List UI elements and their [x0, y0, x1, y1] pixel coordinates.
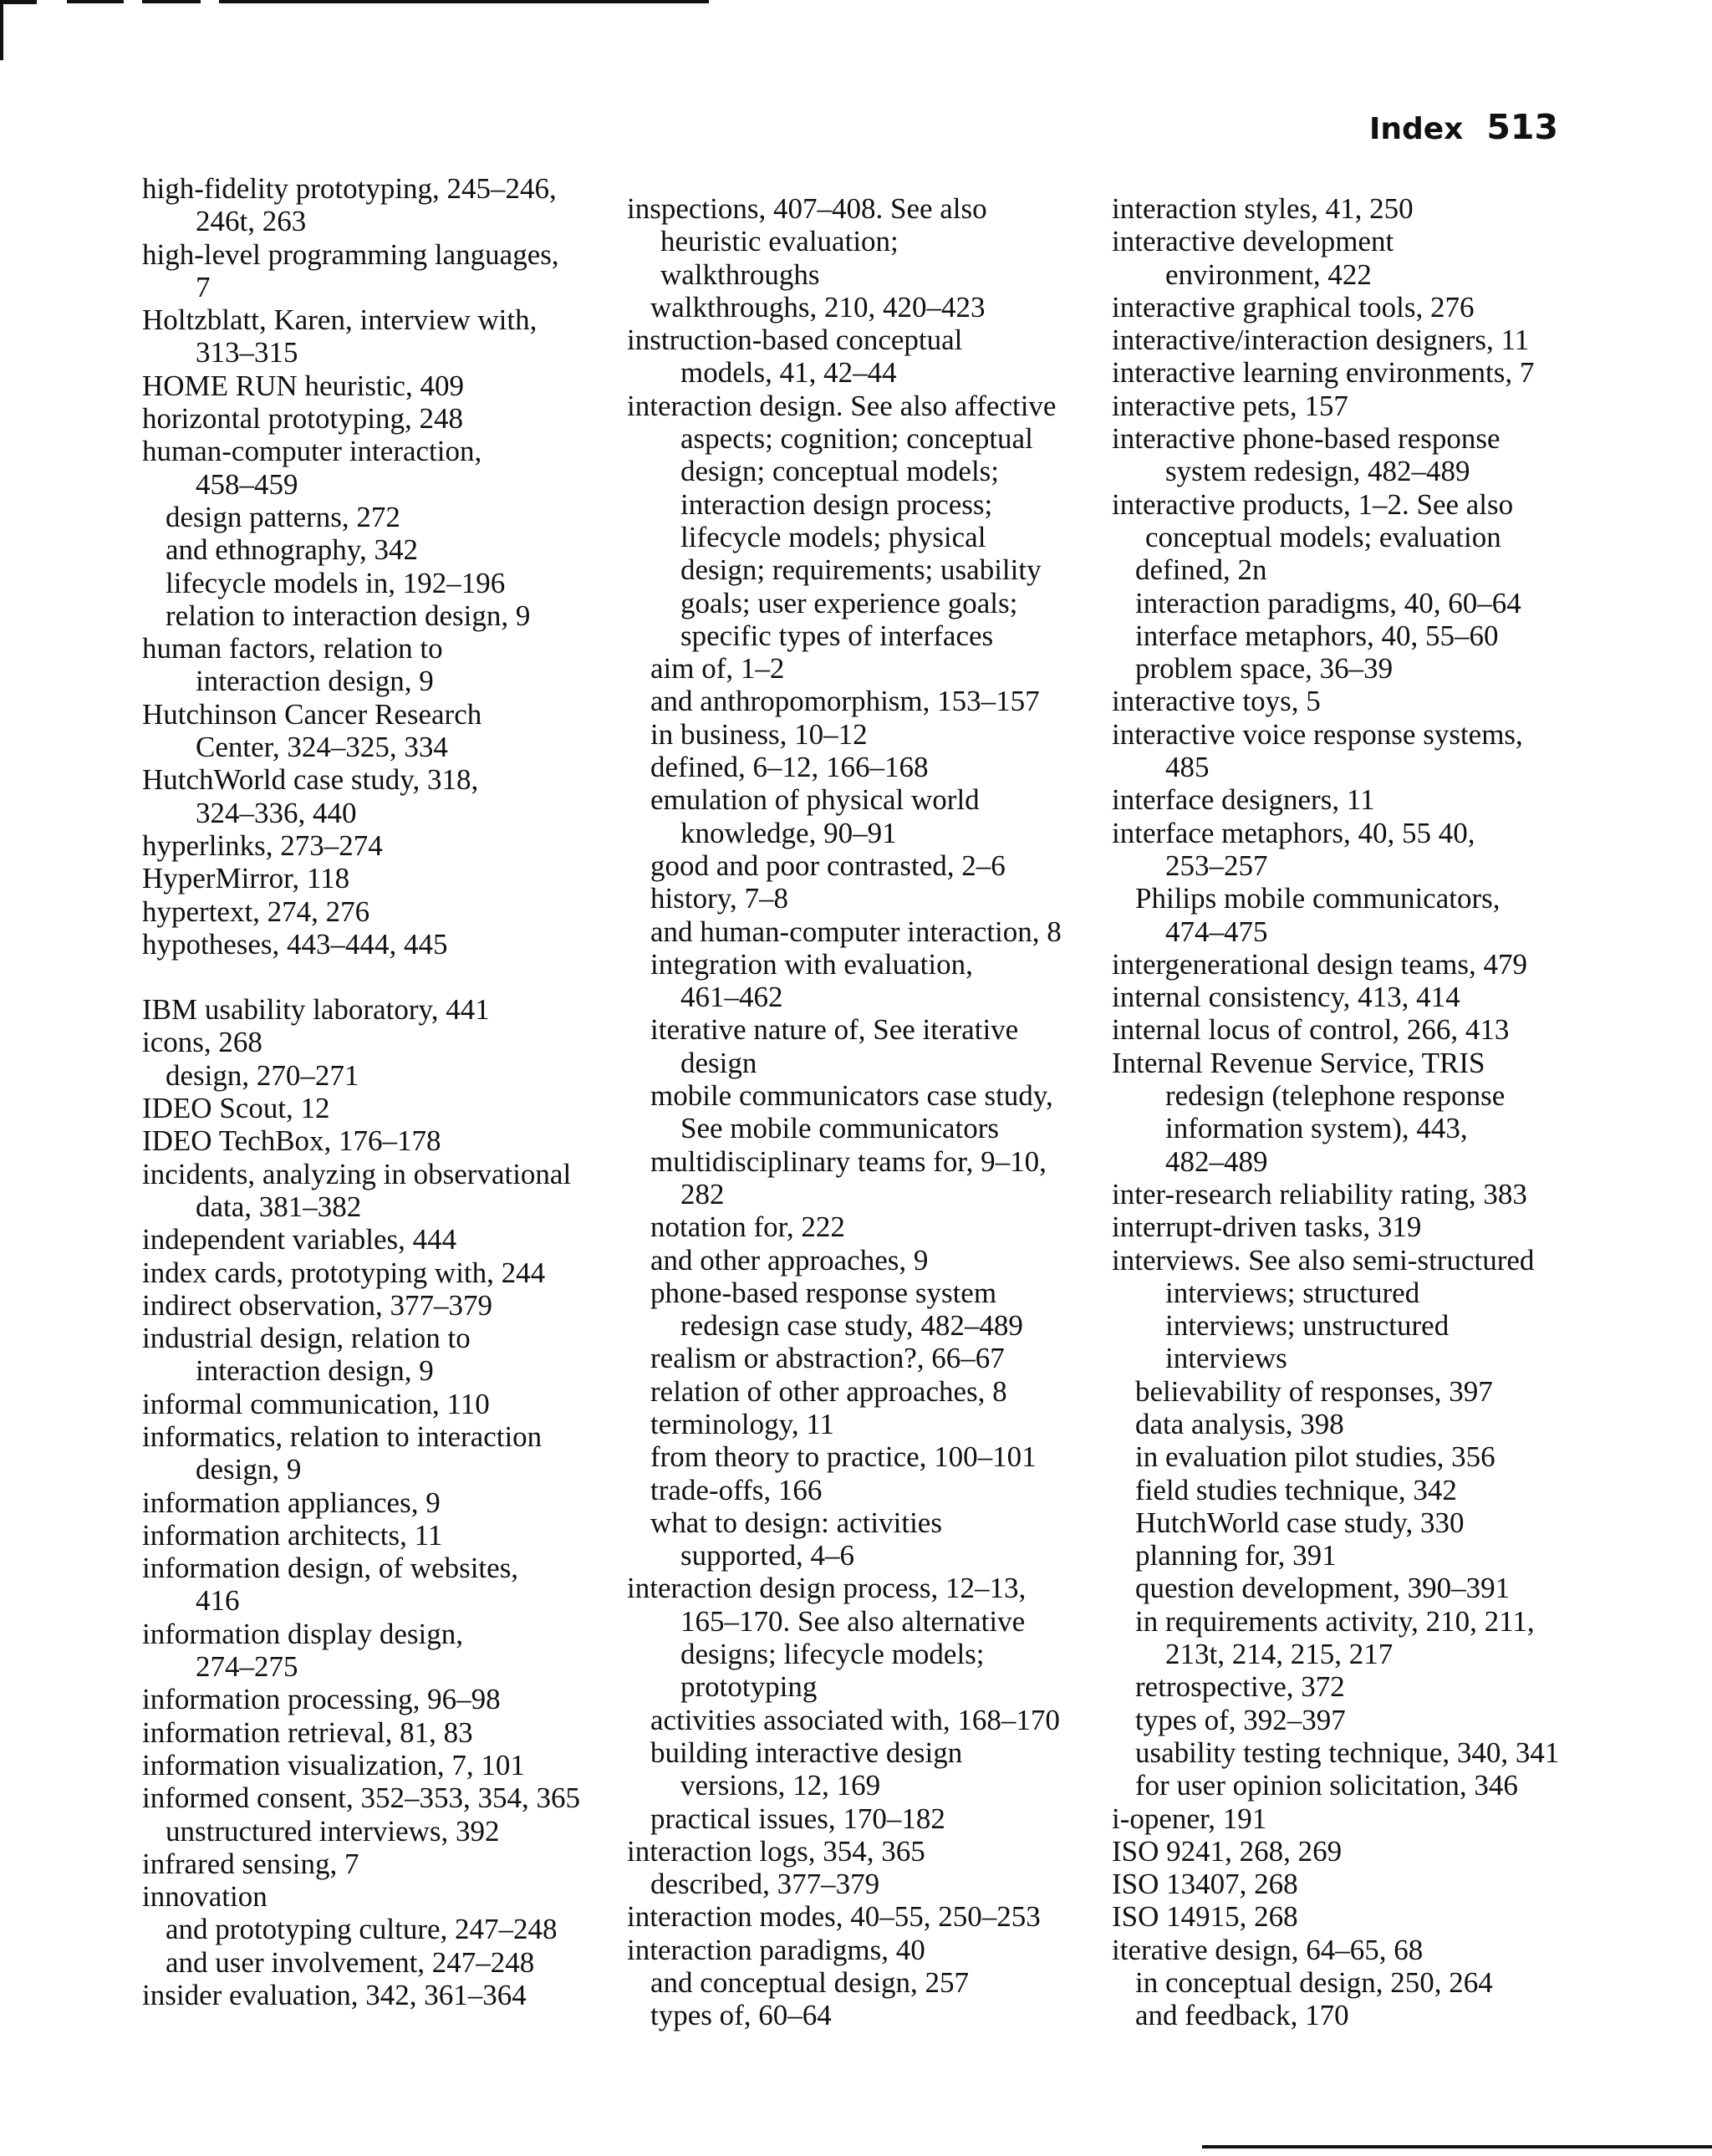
index-subentry: mobile communicators case study,	[650, 1079, 1053, 1113]
index-subentry: 274–275	[196, 1650, 298, 1684]
index-entry: human-computer interaction,	[142, 435, 482, 468]
index-entry: interaction design process, 12–13,	[627, 1572, 1027, 1605]
index-subentry: goals; user experience goals;	[680, 586, 1018, 619]
index-entry: HyperMirror, 118	[142, 862, 350, 895]
index-entry: interaction modes, 40–55, 250–253	[627, 1900, 1041, 1934]
index-entry: interactive graphical tools, 276	[1112, 290, 1475, 324]
index-subentry: redesign (telephone response	[1165, 1079, 1506, 1113]
index-entry: interactive development	[1112, 225, 1394, 258]
index-subentry: relation of other approaches, 8	[650, 1374, 1007, 1408]
index-entry: hypotheses, 443–444, 445	[142, 927, 448, 961]
index-entry: HutchWorld case study, 318,	[142, 763, 479, 797]
index-subentry: models, 41, 42–44	[680, 356, 897, 390]
index-entry: interaction styles, 41, 250	[1112, 192, 1414, 225]
index-entry: information design, of websites,	[142, 1552, 519, 1585]
index-subentry: notation for, 222	[650, 1211, 845, 1244]
index-entry: interactive phone-based response	[1112, 422, 1501, 456]
index-subentry: integration with evaluation,	[650, 947, 973, 981]
index-entry: informal communication, 110	[142, 1387, 490, 1420]
index-subentry: for user opinion solicitation, 346	[1135, 1769, 1518, 1802]
index-subentry: data, 381–382	[196, 1190, 362, 1223]
index-subentry: and human-computer interaction, 8	[650, 915, 1062, 948]
index-entry: incidents, analyzing in observational	[142, 1157, 572, 1190]
index-entry: information architects, 11	[142, 1518, 443, 1552]
index-subentry: aim of, 1–2	[650, 652, 785, 686]
index-entry: interaction design. See also affective	[627, 389, 1057, 422]
index-subentry: walkthroughs, 210, 420–423	[650, 290, 986, 324]
index-subentry: interviews	[1165, 1342, 1287, 1375]
index-entry: intergenerational design teams, 479	[1112, 947, 1527, 981]
index-subentry: lifecycle models in, 192–196	[166, 566, 506, 599]
index-subentry: emulation of physical world	[650, 783, 980, 817]
index-entry: insider evaluation, 342, 361–364	[142, 1979, 527, 2012]
index-subentry: HutchWorld case study, 330	[1135, 1506, 1465, 1539]
index-subentry: 474–475	[1165, 915, 1268, 948]
index-subentry: 282	[680, 1177, 725, 1211]
index-subentry: 213t, 214, 215, 217	[1165, 1638, 1394, 1671]
index-subentry: trade-offs, 166	[650, 1473, 823, 1506]
index-entry: informatics, relation to interaction	[142, 1419, 543, 1453]
index-entry: HOME RUN heuristic, 409	[142, 369, 464, 402]
running-header	[1369, 107, 1558, 147]
index-subentry: question development, 390–391	[1135, 1572, 1511, 1605]
index-subentry: 313–315	[196, 336, 298, 370]
index-subentry: phone-based response system	[650, 1276, 997, 1309]
index-entry: IDEO Scout, 12	[142, 1092, 330, 1125]
index-subentry: specific types of interfaces	[680, 619, 994, 652]
index-entry: information visualization, 7, 101	[142, 1748, 525, 1781]
index-subentry: field studies technique, 342	[1135, 1473, 1457, 1506]
index-subentry: interaction design, 9	[196, 1354, 434, 1388]
index-subentry: designs; lifecycle models;	[680, 1638, 985, 1671]
index-subentry: in conceptual design, 250, 264	[1135, 1966, 1493, 2000]
index-subentry: environment, 422	[1165, 257, 1372, 291]
index-subentry: information system), 443,	[1165, 1112, 1468, 1145]
index-entry: interface metaphors, 40, 55 40,	[1112, 816, 1475, 849]
index-subentry: types of, 60–64	[650, 1999, 832, 2032]
index-subentry: versions, 12, 169	[680, 1769, 881, 1802]
index-subentry: and feedback, 170	[1135, 1999, 1349, 2032]
index-subentry: heuristic evaluation;	[660, 225, 899, 258]
index-subentry: unstructured interviews, 392	[166, 1814, 500, 1848]
index-entry: information retrieval, 81, 83	[142, 1715, 473, 1749]
index-subentry: usability testing technique, 340, 341	[1135, 1736, 1560, 1769]
index-entry: industrial design, relation to	[142, 1322, 471, 1355]
index-entry: ISO 13407, 268	[1112, 1868, 1298, 1901]
index-entry: interactive voice response systems,	[1112, 717, 1523, 751]
index-entry: interactive pets, 157	[1112, 389, 1348, 422]
index-subentry: design patterns, 272	[166, 500, 400, 533]
index-subentry: in requirements activity, 210, 211,	[1135, 1604, 1535, 1638]
index-entry: informed consent, 352–353, 354, 365	[142, 1781, 580, 1815]
index-subentry: knowledge, 90–91	[680, 816, 897, 849]
index-subentry: multidisciplinary teams for, 9–10,	[650, 1144, 1047, 1178]
index-subentry: history, 7–8	[650, 882, 788, 915]
index-subentry: 246t, 263	[196, 205, 307, 238]
index-entry: information display design,	[142, 1617, 463, 1650]
index-subentry: realism or abstraction?, 66–67	[650, 1342, 1005, 1375]
index-subentry: and user involvement, 247–248	[166, 1945, 535, 1979]
index-entry: innovation	[142, 1880, 268, 1914]
index-subentry: practical issues, 170–182	[650, 1802, 945, 1835]
index-subentry: believability of responses, 397	[1135, 1374, 1493, 1408]
index-subentry: interviews; unstructured	[1165, 1309, 1450, 1343]
index-subentry: and ethnography, 342	[166, 533, 418, 567]
index-subentry: lifecycle models; physical	[680, 520, 986, 553]
index-subentry: Philips mobile communicators,	[1135, 882, 1501, 915]
index-subentry: 482–489	[1165, 1144, 1268, 1178]
index-subentry: prototyping	[680, 1670, 818, 1704]
index-entry: interrupt-driven tasks, 319	[1112, 1211, 1422, 1244]
index-subentry: 416	[196, 1584, 240, 1618]
top-border-rule	[142, 0, 201, 3]
index-column-3	[1112, 192, 1613, 2032]
index-subentry: design, 270–271	[166, 1058, 359, 1092]
index-subentry: walkthroughs	[660, 257, 820, 291]
index-subentry: interaction design process;	[680, 487, 993, 521]
index-subentry: 7	[196, 270, 211, 303]
index-entry: horizontal prototyping, 248	[142, 402, 463, 436]
index-entry: information processing, 96–98	[142, 1683, 501, 1716]
index-entry: interactive/interaction designers, 11	[1112, 324, 1530, 357]
index-entry: human factors, relation to	[142, 632, 443, 665]
index-subentry: aspects; cognition; conceptual	[680, 422, 1033, 456]
index-subentry: design; conceptual models;	[680, 455, 1000, 488]
index-subentry: redesign case study, 482–489	[680, 1309, 1023, 1343]
index-column-1	[142, 172, 644, 2011]
index-entry: internal consistency, 413, 414	[1112, 981, 1460, 1014]
index-entry: internal locus of control, 266, 413	[1112, 1013, 1510, 1047]
index-subentry: building interactive design	[650, 1736, 963, 1769]
index-entry: hyperlinks, 273–274	[142, 828, 383, 862]
top-border-rule	[219, 0, 709, 3]
index-subentry: 165–170. See also alternative	[680, 1604, 1026, 1638]
index-subentry: defined, 6–12, 166–168	[650, 751, 929, 784]
index-subentry: relation to interaction design, 9	[166, 599, 531, 632]
index-entry: Internal Revenue Service, TRIS	[1112, 1046, 1485, 1079]
index-subentry: design, 9	[196, 1453, 302, 1486]
index-entry: icons, 268	[142, 1026, 262, 1059]
index-subentry: 485	[1165, 751, 1210, 784]
index-entry: high-fidelity prototyping, 245–246,	[142, 172, 557, 205]
index-subentry: and prototyping culture, 247–248	[166, 1913, 558, 1946]
index-subentry: 458–459	[196, 467, 298, 501]
index-entry: interactive products, 1–2. See also	[1112, 487, 1514, 521]
top-border-rule	[0, 0, 37, 4]
index-subentry: what to design: activities	[650, 1506, 942, 1539]
index-subentry: system redesign, 482–489	[1165, 455, 1470, 488]
index-subentry: in evaluation pilot studies, 356	[1135, 1440, 1495, 1474]
index-entry: IDEO TechBox, 176–178	[142, 1124, 441, 1158]
index-entry: Hutchinson Cancer Research	[142, 697, 482, 731]
index-subentry: from theory to practice, 100–101	[650, 1440, 1037, 1474]
index-subentry: supported, 4–6	[680, 1539, 855, 1572]
index-entry: information appliances, 9	[142, 1486, 441, 1519]
index-subentry: and other approaches, 9	[650, 1243, 929, 1277]
index-entry: infrared sensing, 7	[142, 1847, 359, 1880]
index-subentry: interaction paradigms, 40, 60–64	[1135, 586, 1521, 619]
index-entry: indirect observation, 377–379	[142, 1288, 492, 1322]
index-entry: hypertext, 274, 276	[142, 895, 370, 928]
index-subentry: planning for, 391	[1135, 1539, 1337, 1572]
index-subentry: conceptual models; evaluation	[1145, 520, 1501, 553]
index-subentry: retrospective, 372	[1135, 1670, 1345, 1704]
index-entry: high-level programming languages,	[142, 237, 559, 271]
index-column-2	[627, 192, 1129, 2032]
index-entry: ISO 14915, 268	[1112, 1900, 1298, 1934]
index-subentry: interaction design, 9	[196, 665, 434, 698]
index-subentry: design; requirements; usability	[680, 553, 1042, 587]
index-subentry: Center, 324–325, 334	[196, 731, 448, 764]
index-subentry: defined, 2n	[1135, 553, 1267, 587]
index-subentry: in business, 10–12	[650, 717, 868, 751]
index-subentry: data analysis, 398	[1135, 1407, 1344, 1440]
page-number: 513	[1486, 107, 1558, 147]
index-subentry: problem space, 36–39	[1135, 652, 1394, 686]
index-entry: ISO 9241, 268, 269	[1112, 1834, 1343, 1868]
index-entry: interaction paradigms, 40	[627, 1933, 925, 1966]
index-entry: interactive toys, 5	[1112, 685, 1321, 718]
index-entry: inter-research reliability rating, 383	[1112, 1177, 1527, 1211]
index-subentry: interface metaphors, 40, 55–60	[1135, 619, 1499, 652]
index-subentry: activities associated with, 168–170	[650, 1703, 1060, 1736]
index-entry: IBM usability laboratory, 441	[142, 993, 490, 1027]
top-border-rule	[67, 0, 124, 3]
index-entry: instruction-based conceptual	[627, 324, 963, 357]
index-entry: Holtzblatt, Karen, interview with,	[142, 303, 538, 337]
index-entry: index cards, prototyping with, 244	[142, 1256, 546, 1289]
index-subentry: and conceptual design, 257	[650, 1966, 970, 2000]
index-subentry: terminology, 11	[650, 1407, 835, 1440]
bottom-border-rule	[1202, 2145, 1712, 2148]
index-subentry: 461–462	[680, 981, 783, 1014]
left-margin-mark	[0, 0, 3, 60]
header-title: Index	[1368, 112, 1464, 146]
index-entry: interactive learning environments, 7	[1112, 356, 1535, 390]
index-subentry: 324–336, 440	[196, 796, 357, 829]
index-subentry: and anthropomorphism, 153–157	[650, 685, 1040, 718]
index-entry: interaction logs, 354, 365	[627, 1834, 925, 1868]
index-entry: interviews. See also semi-structured	[1112, 1243, 1535, 1277]
index-subentry: See mobile communicators	[680, 1112, 1000, 1145]
index-subentry: good and poor contrasted, 2–6	[650, 849, 1006, 882]
index-subentry: interviews; structured	[1165, 1276, 1420, 1309]
index-subentry: 253–257	[1165, 849, 1268, 882]
index-entry: iterative design, 64–65, 68	[1112, 1933, 1424, 1966]
index-entry: inspections, 407–408. See also	[627, 192, 987, 225]
index-entry: independent variables, 444	[142, 1223, 457, 1256]
index-subentry: iterative nature of, See iterative	[650, 1013, 1019, 1047]
index-subentry: described, 377–379	[650, 1868, 880, 1901]
index-entry: interface designers, 11	[1112, 783, 1375, 817]
index-entry: i-opener, 191	[1112, 1802, 1267, 1835]
index-subentry: types of, 392–397	[1135, 1703, 1346, 1736]
index-subentry: design	[680, 1046, 757, 1079]
